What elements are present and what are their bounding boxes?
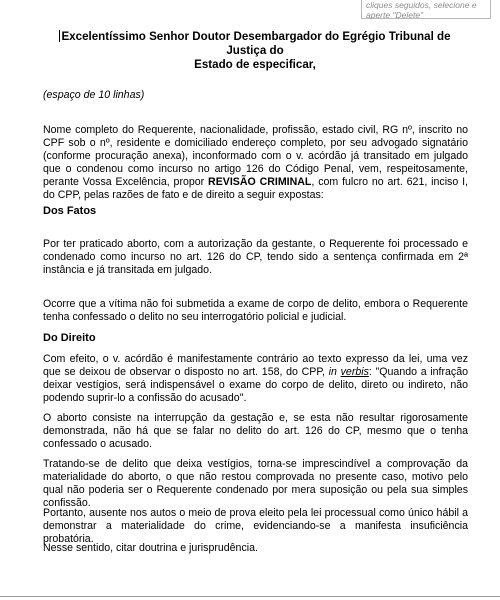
page-bottom-edge [0, 596, 500, 597]
direito-text-1a: Com efeito, o v. acórdão é manifestamente contrário ao texto expresso da lei, uma vez que se deixou de observar o disposto no art. 158, do CPP, [43, 353, 468, 378]
latin-verbis: verbis [340, 366, 369, 378]
direito-paragraph-3[interactable] [43, 458, 468, 510]
direito-paragraph-1[interactable] [43, 353, 468, 405]
heading-fatos: Dos Fatos [43, 205, 97, 217]
intro-text-2: , com fulcro no art. 621, inciso I, do CPP, pelas razões de fato e de direito a seguir expostas: [43, 176, 468, 201]
heading-direito: Do Direito [43, 332, 96, 344]
document-title[interactable] [40, 30, 470, 72]
direito-text-5: Nesse sentido, citar doutrina e jurisprudência. [43, 542, 258, 554]
fatos-paragraph-2[interactable] [43, 298, 468, 324]
direito-text-2: O aborto consiste na interrupção da gestação e, se esta não resultar rigorosamente demonstrada, não há que se falar no delito do art. 126 do CP, mesmo que o tenha confessado o acusado. [43, 412, 468, 450]
heading-fatos-block[interactable] [43, 205, 468, 218]
direito-text-1b: : "Quando a infração deixar vestígios, será indispensável o exame do corpo de delito, direto ou indireto, não podendo suprir-lo a confissão do acusado". [43, 366, 468, 404]
fatos-text-2: Ocorre que a vítima não foi submetida a exame de corpo de delito, embora o Requerente tenha confessado o delito no seu interrogatório policial e judicial. [43, 298, 468, 323]
direito-text-3: Tratando-se de delito que deixa vestígios, torna-se imprescindível a comprovação da materialidade do aborto, o que não restou comprovada no presente caso, motivo pelo qual não poderia ser o Requerente condenado por mera suposição ou pela sua simples confissão. [43, 458, 468, 509]
fatos-text-1: Por ter praticado aborto, com a autorização da gestante, o Requerente foi processado e condenado como incurso no art. 126 do CP, tendo sido a sentença confirmada em 2ª instância e já transitada em julgado. [43, 238, 468, 276]
petition-type: REVISÃO CRIMINAL [208, 176, 312, 188]
tooltip-line-2: aperte "Delete" [366, 10, 424, 20]
title-line-2: Estado de especificar, [194, 58, 316, 71]
direito-paragraph-4[interactable] [43, 507, 468, 546]
latin-in: in [328, 366, 337, 378]
heading-direito-block[interactable] [43, 332, 468, 345]
intro-paragraph[interactable] [43, 124, 468, 202]
direito-text-4: Portanto, ausente nos autos o meio de prova eleito pela lei processual como único hábil a demonstrar a materialidade do crime, evidenciando-se a manifesta insuficiência probatória. [43, 507, 468, 545]
direito-paragraph-5[interactable] [43, 542, 468, 555]
fatos-paragraph-1[interactable] [43, 238, 468, 277]
direito-paragraph-2[interactable] [43, 412, 468, 451]
spacing-note: (espaço de 10 linhas) [43, 89, 145, 101]
intro-text-1: Nome completo do Requerente, nacionalidade, profissão, estado civil, RG nº, inscrito no CPF sob o nº, residente e domiciliado endereço completo, por seu advogado signatário (conforme procuração anexa), inconformado com o v. acórdão já transitado em julgado que o condenou como incurso no artigo 126 do Código Penal, vem, respeitosamente, perante Vossa Excelência, propor [43, 124, 468, 188]
title-line-1: Excelentíssimo Senhor Doutor Desembargador do Egrégio Tribunal de Justiça do [61, 30, 451, 57]
help-tooltip [361, 0, 491, 19]
spacing-note-block[interactable] [43, 89, 468, 102]
tooltip-line-1: cliques seguidos, selecione e [366, 0, 477, 10]
